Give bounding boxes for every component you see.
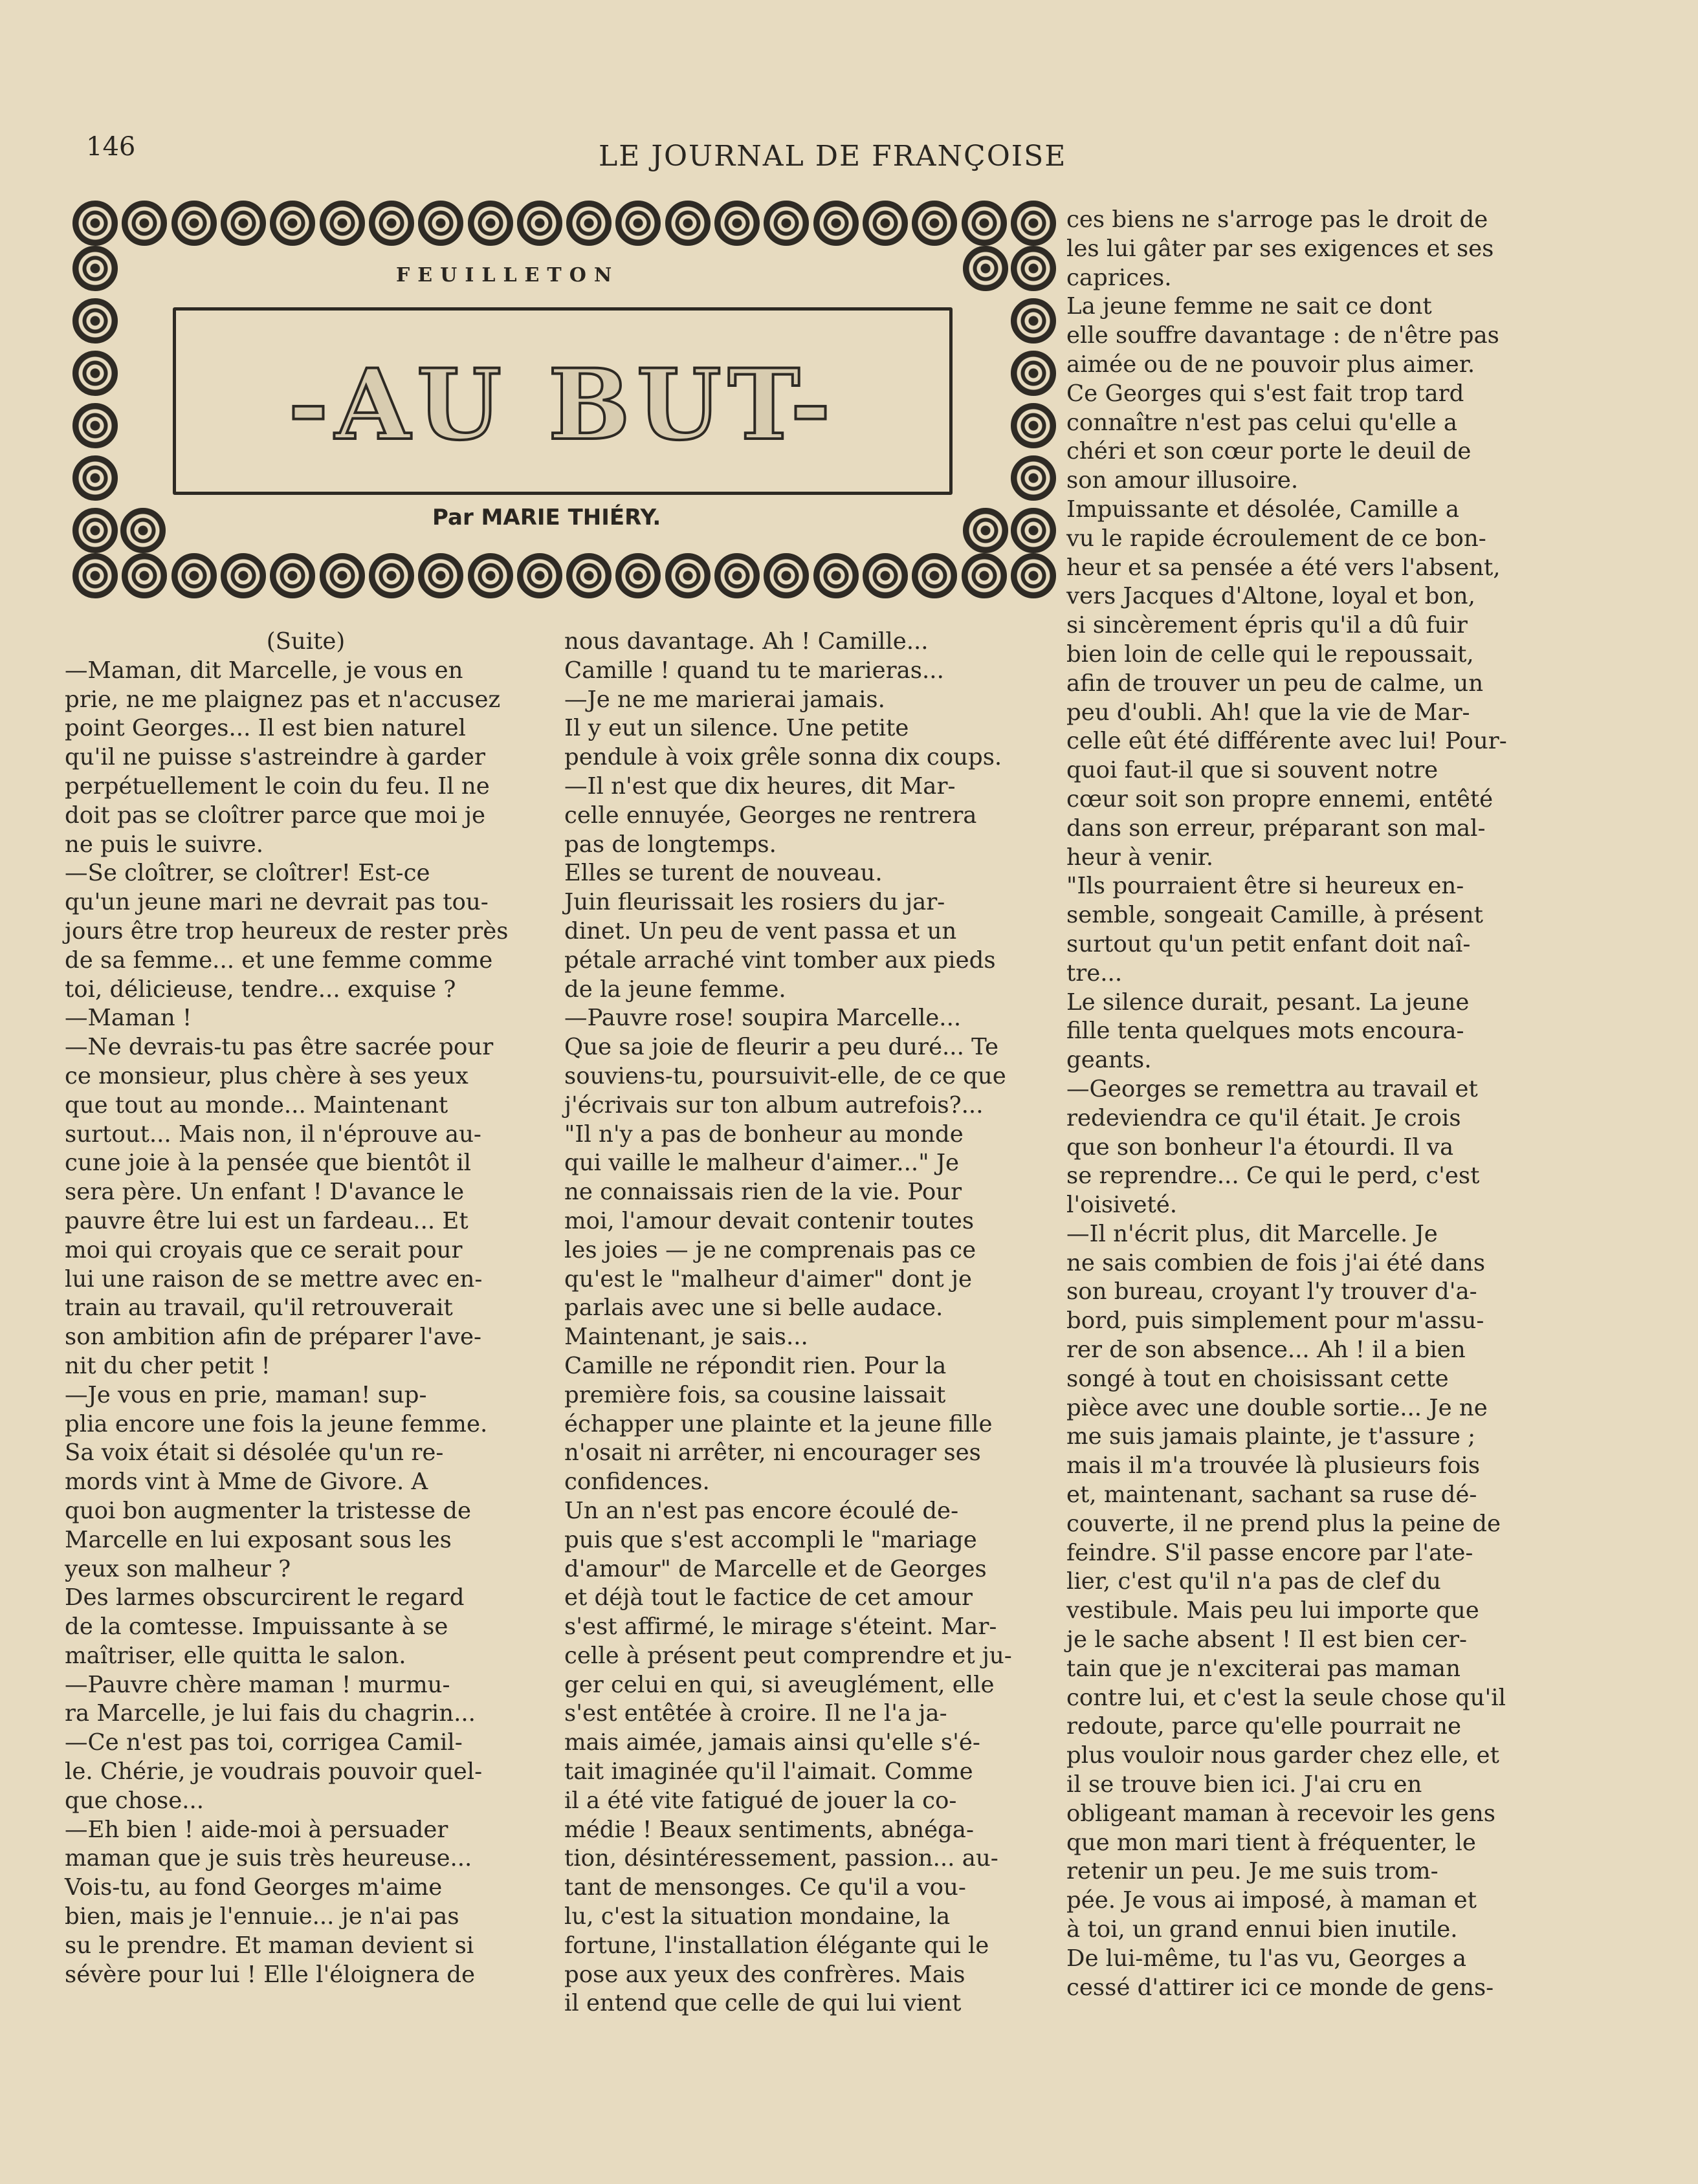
rose-ornament: [221, 201, 266, 246]
rose-ornament: [72, 201, 118, 246]
rose-ornament: [72, 403, 118, 448]
rose-ornament: [221, 553, 266, 598]
rose-ornament: [72, 351, 118, 396]
rose-ornament: [517, 553, 562, 598]
rose-ornament: [270, 553, 315, 598]
rose-ornament: [369, 553, 414, 598]
rose-ornament: [171, 553, 217, 598]
text-column-1: [65, 628, 547, 1989]
column-1-text: —Maman, dit Marcelle, je vous en prie, ne me plaignez pas et n'accusez point Georges... Il est bien naturel qu'il ne puisse s'astreindre à garder perpétuellement le coin du feu. Il ne doit pas se cloîtrer parce que moi je ne puis le suivre. —Se cloîtrer, se cloîtrer! Est-ce qu'un jeune mari ne devrait pas tou- jours être trop heureux de rester près de sa femme... et une femme comme toi, délicieuse, tendre... exquise ? —Maman ! —Ne devrais-tu pas être sacrée pour ce monsieur, plus chère à ses yeux que tout au monde... Maintenant surtout... Mais non, il n'éprouve au- cune joie à la pensée que bientôt il sera père. Un enfant ! D'avance le pauvre être lui est un fardeau... Et moi qui croyais que ce serait pour lui une raison de se mettre avec en- train au travail, qu'il retrouverait son ambition afin de préparer l'ave- nit du cher petit ! —Je vous en prie, maman! sup- plia encore une fois la jeune femme. Sa voix était si désolée qu'un re- mords vint à Mme de Givore. A quoi bon augmenter la tristesse de Marcelle en lui exposant sous les yeux son malheur ? Des larmes obscurcirent le regard de la comtesse. Impuissante à se maîtriser, elle quitta le salon. —Pauvre chère maman ! murmu- ra Marcelle, je lui fais du chagrin... —Ce n'est pas toi, corrigea Camil- le. Chérie, je voudrais pouvoir quel- que chose... —Eh bien ! aide-moi à persuader maman que je suis très heureuse... Vois-tu, au fond Georges m'aime bien, mais je l'ennuie... je n'ai pas su le prendre. Et maman devient si sévère pour lui ! Elle l'éloignera de: [65, 657, 509, 1988]
rose-ornament: [72, 553, 118, 598]
rose-border-top: [72, 201, 1056, 246]
rose-ornament: [962, 201, 1007, 246]
byline: Par MARIE THIÉRY.: [432, 505, 661, 530]
rose-ornament: [962, 553, 1007, 598]
rose-ornament: [665, 201, 711, 246]
rose-ornament: [122, 553, 167, 598]
rose-inner-br: [963, 508, 1008, 553]
rose-ornament: [615, 201, 661, 246]
rose-ornament: [764, 201, 809, 246]
rose-ornament: [468, 201, 513, 246]
running-title: LE JOURNAL DE FRANÇOISE: [599, 140, 1067, 173]
rose-ornament: [418, 553, 463, 598]
rose-ornament: [1011, 246, 1056, 291]
rose-border-right: [1011, 246, 1056, 553]
title-frame: [173, 307, 953, 495]
story-title: -AU BUT-: [288, 348, 837, 462]
rose-ornament: [72, 508, 118, 553]
feuilleton-header: [72, 201, 1056, 598]
rose-ornament: [320, 553, 365, 598]
rose-ornament: [566, 201, 612, 246]
page-number: 146: [86, 132, 136, 162]
rose-ornament: [764, 553, 809, 598]
rose-ornament: [863, 553, 908, 598]
rose-ornament: [566, 553, 612, 598]
rose-ornament: [1011, 455, 1056, 501]
rose-ornament: [912, 201, 957, 246]
rose-ornament: [813, 553, 859, 598]
rose-ornament: [72, 246, 118, 291]
text-column-2: nous davantage. Ah ! Camille... Camille ! quand tu te marieras... —Je ne me marierai jamais. Il y eut un silence. Une petite pendule à voix grêle sonna dix coups. —Il n'est que dix heures, dit Mar- celle ennuyée, Georges ne rentrera pas de longtemps. Elles se turent de nouveau. Juin fleurissait les rosiers du jar- dinet. Un peu de vent passa et un pétale arraché vint tomber aux pieds de la jeune femme. —Pauvre rose! soupira Marcelle... Que sa joie de fleurir a peu duré... Te souviens-tu, poursuivit-elle, de ce que j'écrivais sur ton album autrefois?... "Il n'y a pas de bonheur au monde qui vaille le malheur d'aimer..." Je ne connaissais rien de la vie. Pour moi, l'amour devait contenir toutes les joies — je ne comprenais pas ce qu'est le "malheur d'aimer" dont je parlais avec une si belle audace. Maintenant, je sais... Camille ne répondit rien. Pour la première fois, sa cousine laissait échapper une plainte et la jeune fille n'osait ni arrêter, ni encourager ses confidences. Un an n'est pas encore écoulé de- puis que s'est accompli le "mariage d'amour" de Marcelle et de Georges et déjà tout le factice de cet amour s'est affirmé, le mirage s'éteint. Mar- celle à présent peut comprendre et ju- ger celui en qui, si aveuglément, elle s'est entêtée à croire. Il ne l'a ja- mais aimée, jamais ainsi qu'elle s'é- tait imaginée qu'il l'aimait. Comme il a été vite fatigué de jouer la co- médie ! Beaux sentiments, abnéga- tion, désintéressement, passion... au- tant de mensonges. Ce qu'il a vou- lu, c'est la situation mondaine, la fortune, l'installation élégante qui le pose aux yeux des confrères. Mais il entend que celle de qui lui vient: [564, 628, 1012, 2017]
rose-ornament: [369, 201, 414, 246]
rose-ornament: [1011, 553, 1056, 598]
rose-ornament: [171, 201, 217, 246]
rose-ornament: [320, 201, 365, 246]
rose-border-left: [72, 246, 118, 553]
suite-label: (Suite): [266, 628, 346, 655]
rose-ornament: [615, 553, 661, 598]
rose-ornament: [1011, 201, 1056, 246]
rose-ornament: [72, 298, 118, 344]
rose-ornament: [714, 553, 760, 598]
rose-ornament: [72, 455, 118, 501]
rose-ornament: [1011, 298, 1056, 344]
rose-ornament: [517, 201, 562, 246]
rose-ornament: [270, 201, 315, 246]
rose-ornament: [863, 201, 908, 246]
rose-ornament: [1011, 403, 1056, 448]
feuilleton-label: FEUILLETON: [396, 264, 620, 287]
rose-ornament: [714, 201, 760, 246]
rose-ornament: [468, 553, 513, 598]
rose-ornament: [665, 553, 711, 598]
rose-ornament: [1011, 508, 1056, 553]
text-column-3: ces biens ne s'arroge pas le droit de les lui gâter par ses exigences et ses caprices. La jeune femme ne sait ce dont elle souffre davantage : de n'être pas aimée ou de ne pouvoir plus aimer. Ce Georges qui s'est fait trop tard connaître n'est pas celui qu'elle a chéri et son cœur porte le deuil de son amour illusoire. Impuissante et désolée, Camille a vu le rapide écroulement de ce bon- heur et sa pensée a été vers l'absent, vers Jacques d'Altone, loyal et bon, si sincèrement épris qu'il a dû fuir bien loin de celle qui le repoussait, afin de trouver un peu de calme, un peu d'oubli. Ah! que la vie de Mar- celle eût été différente avec lui! Pour- quoi faut-il que si souvent notre cœur soit son propre ennemi, entêté dans son erreur, préparant son mal- heur à venir. "Ils pourraient être si heureux en- semble, songeait Camille, à présent surtout qu'un petit enfant doit naî- tre... Le silence durait, pesant. La jeune fille tenta quelques mots encoura- geants. —Georges se remettra au travail et redeviendra ce qu'il était. Je crois que son bonheur l'a étourdi. Il va se reprendre... Ce qui le perd, c'est l'oisiveté. —Il n'écrit plus, dit Marcelle. Je ne sais combien de fois j'ai été dans son bureau, croyant l'y trouver d'a- bord, puis simplement pour m'assu- rer de son absence... Ah ! il a bien songé à tout en choisissant cette pièce avec une double sortie... Je ne me suis jamais plainte, je t'assure ; mais il m'a trouvée là plusieurs fois et, maintenant, sachant sa ruse dé- couverte, il ne prend plus la peine de feindre. S'il passe encore par l'ate- lier, c'est qu'il n'a pas de clef du vestibule. Mais peu lui importe que je le sache absent ! Il est bien cer- tain que je n'exciterai pas maman contre lui, et c'est la seule chose qu'il redoute, parce qu'elle pourrait ne plus vouloir nous garder chez elle, et il se trouve bien ici. J'ai cru en obligeant maman à recevoir les gens que mon mari tient à fréquenter, le retenir un peu. Je me suis trom- pée. Je vous ai imposé, à maman et à toi, un grand ennui bien inutile. De lui-même, tu l'as vu, Georges a cessé d'attirer ici ce monde de gens-: [1066, 206, 1507, 2001]
rose-ornament: [418, 201, 463, 246]
rose-ornament: [1011, 351, 1056, 396]
rose-ornament: [912, 553, 957, 598]
rose-inner-tr: [963, 246, 1008, 291]
rose-inner-bl: [120, 508, 166, 553]
rose-border-bottom: [72, 553, 1056, 598]
rose-ornament: [813, 201, 859, 246]
rose-ornament: [122, 201, 167, 246]
